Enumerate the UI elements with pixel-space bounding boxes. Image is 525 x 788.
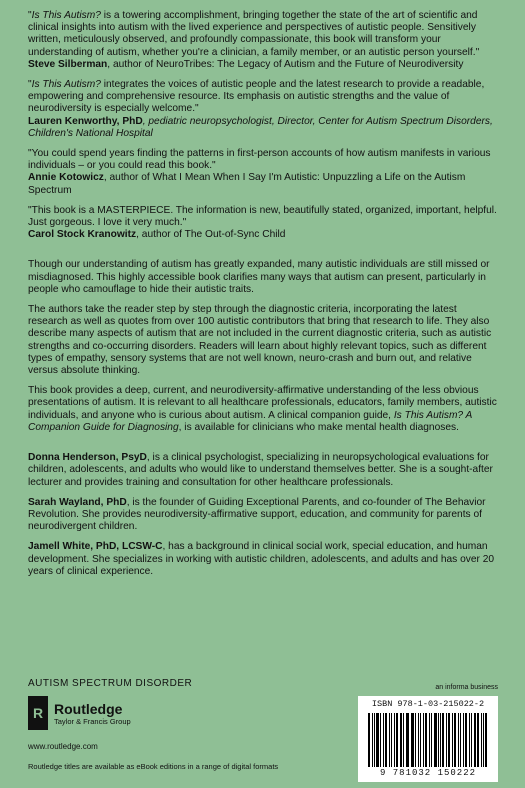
barcode-stripe bbox=[415, 713, 416, 767]
barcode-stripe bbox=[376, 713, 379, 767]
barcode-stripe bbox=[423, 713, 424, 767]
barcode-stripe bbox=[418, 713, 420, 767]
barcode-stripe bbox=[431, 713, 432, 767]
barcode-stripe bbox=[465, 713, 467, 767]
barcode-stripe bbox=[380, 713, 381, 767]
barcode-stripe bbox=[406, 713, 407, 767]
reviewer-name: Lauren Kenworthy, PhD bbox=[28, 115, 143, 127]
barcode-stripe bbox=[385, 713, 387, 767]
barcode-stripe bbox=[403, 713, 404, 767]
publisher-url: www.routledge.com bbox=[28, 742, 98, 751]
barcode-stripe bbox=[452, 713, 453, 767]
barcode-stripe bbox=[368, 713, 370, 767]
barcode-stripe bbox=[442, 713, 444, 767]
informa-note: an informa business bbox=[435, 684, 498, 691]
reviewer-name: Carol Stock Kranowitz bbox=[28, 229, 137, 241]
barcode-stripe bbox=[448, 713, 451, 767]
reviewer-title: , author of NeuroTribes: The Legacy of Autism and the Future of Neurodiversity bbox=[107, 58, 464, 70]
isbn: ISBN 978-1-03-215022-2 bbox=[371, 699, 485, 709]
barcode-stripe bbox=[471, 713, 472, 767]
author-bio bbox=[28, 541, 498, 578]
companion-title: Is This Autism? A Companion Guide for Diagnosing bbox=[28, 409, 472, 433]
reviewer-name: Steve Silberman bbox=[28, 58, 108, 70]
review-4 bbox=[28, 205, 498, 242]
barcode-stripe bbox=[485, 713, 487, 767]
barcode-stripe bbox=[429, 713, 431, 767]
review-2: "Is This Autism? integrates the voices of autistic people and the latest research to provide a readable, empowering and comprehensive resource. Its emphasis on autistic strengths and the value of neurodiversity is especially welcome." Lauren Kenworthy, PhD, pediatric neuropsychologist, Director, Center for Autism Spectrum Disorders, Children's National Hospital bbox=[28, 79, 493, 139]
reviewer-title: , pediatric neuropsychologist, Director, Center for Autism Spectrum Disorders, Children's National Hospital bbox=[28, 115, 493, 139]
subject-category: AUTISM SPECTRUM DISORDER bbox=[28, 678, 193, 689]
barcode-stripe bbox=[400, 713, 402, 767]
barcode-stripe bbox=[372, 713, 373, 767]
barcode-stripe bbox=[411, 713, 414, 767]
barcode-bars bbox=[368, 713, 488, 767]
author-name: Donna Henderson, PsyD bbox=[28, 452, 147, 464]
barcode-stripe bbox=[420, 713, 421, 767]
barcode-stripe bbox=[460, 713, 461, 767]
barcode-stripe bbox=[438, 713, 439, 767]
author-name: Jamell White, PhD, LCSW-C bbox=[28, 541, 163, 553]
publisher-logo bbox=[28, 696, 131, 730]
barcode-stripe bbox=[463, 713, 464, 767]
reviewer-title: , author of The Out-of-Sync Child bbox=[136, 229, 286, 241]
barcode-stripe bbox=[391, 713, 392, 767]
barcode-stripe bbox=[374, 713, 375, 767]
review-quote: integrates the voices of autistic people and the latest research to provide a readable, empowering and comprehensive resource. Its emphasis on autistic strengths and the value of neurodiversity is especially welcome." bbox=[28, 79, 485, 115]
barcode-stripe bbox=[477, 713, 479, 767]
publisher-sub: Taylor & Francis Group bbox=[54, 716, 131, 726]
author-bio-text: , has a background in clinical social work, special education, and human development. She specializes in working with autistic children, adolescents, and adults and has over 20 years of clinical experience. bbox=[28, 541, 495, 577]
back-cover-text bbox=[28, 10, 498, 586]
description-paragraph: This book provides a deep, current, and neurodiversity-affirmative understanding of the less obvious presentations of autism. It is relevant to all healthcare professionals, educators, family members, autistic individuals, and anyone who is curious about autism. A clinical companion guide, bbox=[28, 385, 497, 421]
barcode-stripe bbox=[394, 713, 395, 767]
barcode-stripe bbox=[469, 713, 470, 767]
review-quote: is a towering accomplishment, bringing together the state of the art of scientific and clinical insights into autism with the lived experience and perspectives of autistic people. Sensitively written, meticulously observed, and profoundly compassionate, this book will transform your understanding of autism, whether you're a clinician, a family member, or an autistic person yourself." bbox=[28, 10, 480, 58]
author-bio bbox=[28, 452, 498, 489]
description-paragraph: Though our understanding of autism has greatly expanded, many autistic individuals are still missed or misdiagnosed. This highly accessible book clarifies many ways that autism can present, particularly in people who camouflage to hide their autistic traits. bbox=[28, 259, 490, 295]
barcode bbox=[358, 696, 498, 782]
author-name: Sarah Wayland, PhD bbox=[28, 496, 127, 508]
review-quote: "This book is a MASTERPIECE. The information is new, beautifully stated, organized, important, helpful. Just gorgeous. I love it very much." bbox=[28, 204, 497, 229]
description-paragraph: The authors take the reader step by step through the diagnostic criteria, incorporating the latest research as well as quotes from over 100 autistic contributors that bring that research to life. They also describe many aspects of autism that are not included in the current diagnostic criteria, such as autistic strengths and co-occurring disorders. Readers will learn about highly relevant topics, such as different types of empathy, sensory systems that are not well known, neuro-crash and burn out, and relative versus absolute thinking. bbox=[28, 304, 492, 377]
barcode-stripe bbox=[440, 713, 441, 767]
footer bbox=[28, 676, 498, 786]
author-bio-text: , is a clinical psychologist, specializing in neuropsychological evaluations for children, adolescents, and adults who would like to understand themselves better. She is a sought-after lecturer and provides training and consultation for other healthcare professionals. bbox=[28, 452, 493, 488]
review-3 bbox=[28, 148, 498, 197]
barcode-stripe bbox=[396, 713, 399, 767]
ebook-note: Routledge titles are available as eBook editions in a range of digital formats bbox=[28, 762, 279, 771]
barcode-stripe bbox=[425, 713, 427, 767]
companion-tail: , is available for clinicians who make mental health diagnoses. bbox=[178, 421, 459, 433]
author-bio bbox=[28, 497, 498, 534]
reviewer-name: Annie Kotowicz bbox=[28, 172, 104, 184]
barcode-stripe bbox=[458, 713, 460, 767]
review-quote-title: Is This Autism? bbox=[31, 10, 101, 21]
publisher-name: Routledge bbox=[54, 700, 123, 717]
barcode-stripe bbox=[407, 713, 409, 767]
barcode-stripe bbox=[389, 713, 390, 767]
barcode-stripe bbox=[434, 713, 437, 767]
barcode-stripe bbox=[454, 713, 456, 767]
review-quote: "You could spend years finding the patterns in first-person accounts of how autism manifests in various individuals – or you could read this book." bbox=[28, 148, 491, 172]
barcode-stripe bbox=[483, 713, 484, 767]
review-1: "Is This Autism? is a towering accomplishment, bringing together the state of the art of scientific and clinical insights into autism with the lived experience and perspectives of autistic people. Sensitively written, meticulously observed, and profoundly compassionate, this book will transform your understanding of autism, whether you're a clinician, a family member, or an autistic person yourself." Steve Silberman, author of NeuroTribes: The Legacy of Autism and the Future of Neurodiversity bbox=[28, 10, 480, 70]
review-quote-title: Is This Autism? bbox=[31, 79, 101, 91]
reviewer-title: , author of What I Mean When I Say I'm Autistic: Unpuzzling a Life on the Autism Spectrum bbox=[28, 172, 466, 196]
routledge-logo-icon: R bbox=[28, 696, 48, 730]
barcode-digits: 9 781032 150222 bbox=[379, 768, 476, 778]
author-bio-text: , is the founder of Guiding Exceptional Parents, and co-founder of The Behavior Revolution. She provides neurodiversity-affirmative support, education, and community for parents of neurodivergent children. bbox=[28, 496, 486, 533]
barcode-stripe bbox=[481, 713, 482, 767]
barcode-stripe bbox=[474, 713, 477, 767]
barcode-stripe bbox=[383, 713, 385, 767]
barcode-stripe bbox=[446, 713, 447, 767]
